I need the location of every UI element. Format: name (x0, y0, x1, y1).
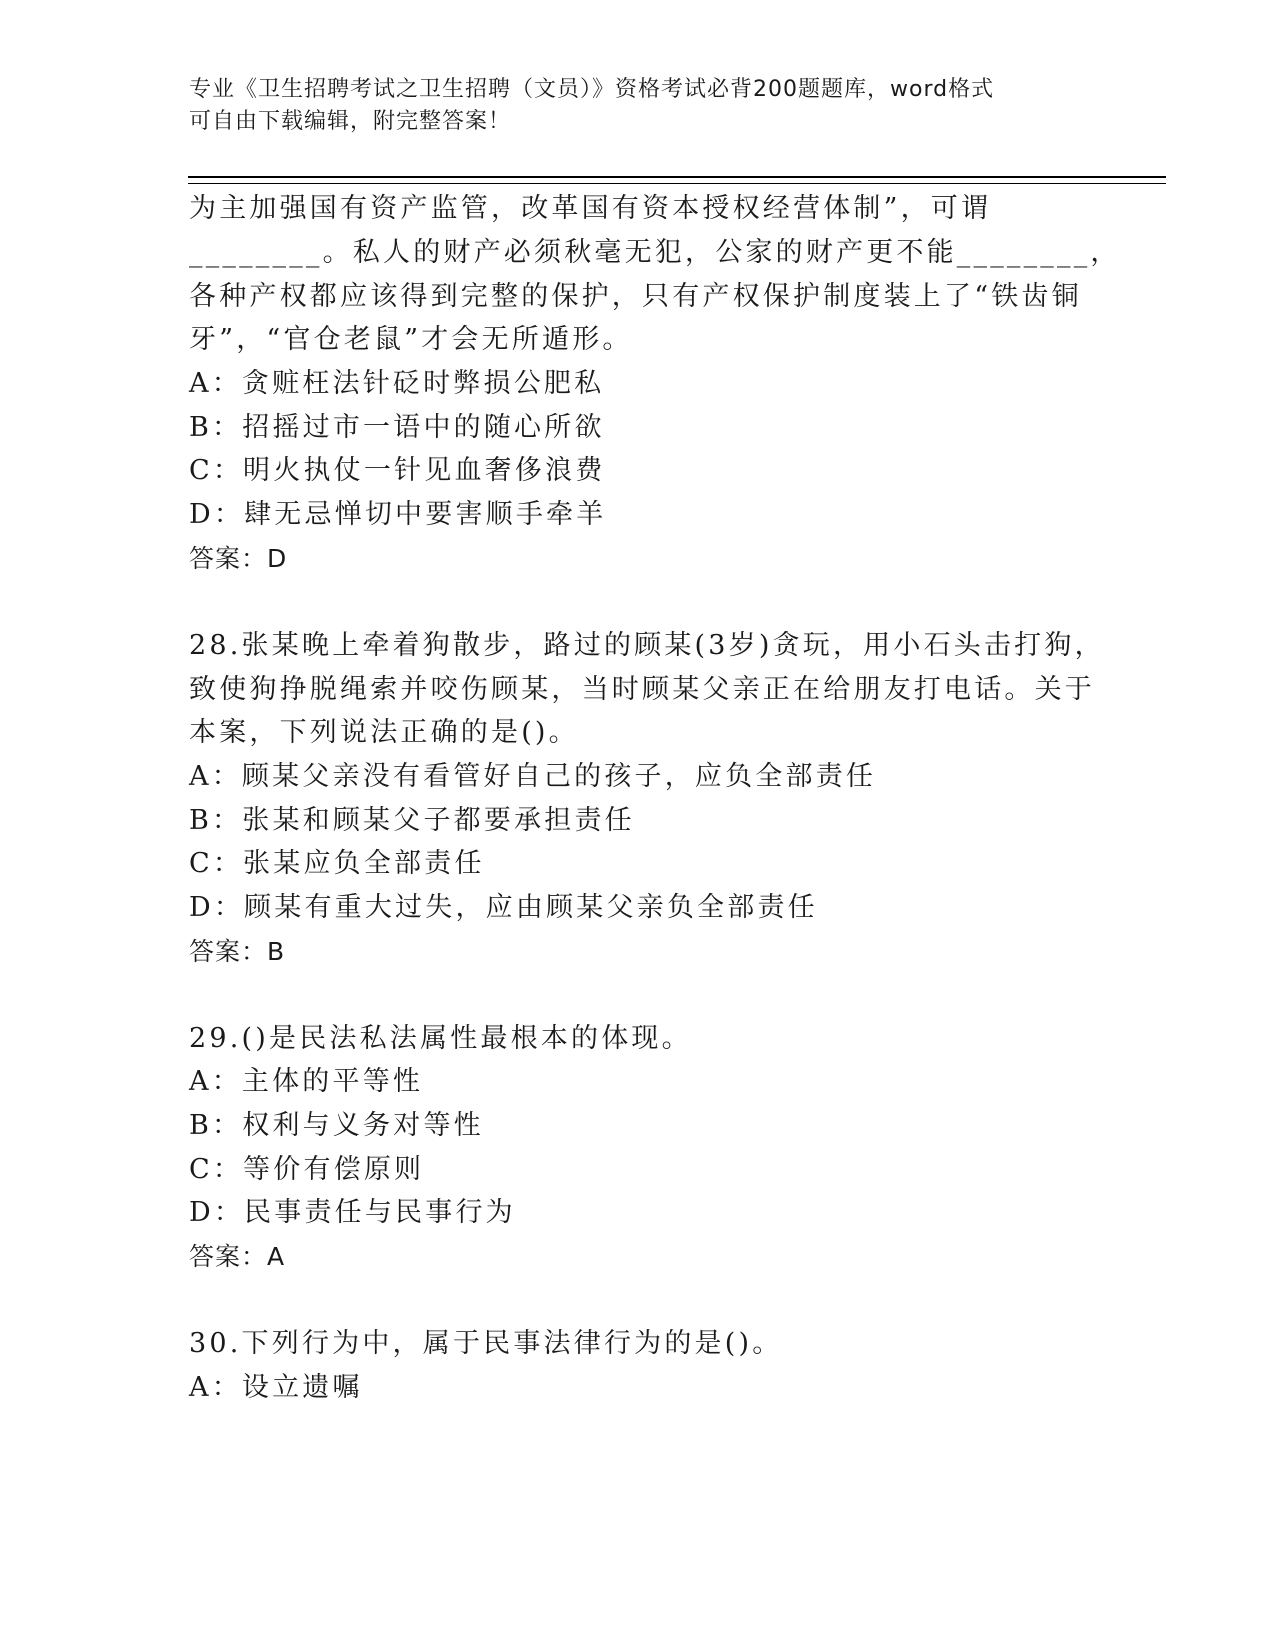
header-title-line-2: 可自由下载编辑，附完整答案！ (189, 109, 512, 134)
header-title-line-1: 专业《卫生招聘考试之卫生招聘（文员）》资格考试必背200题题库，word格式 (189, 77, 995, 102)
q27-option-a: A：贪赃枉法针砭时弊损公肥私 (189, 368, 605, 399)
q29-option-d: D：民事责任与民事行为 (189, 1197, 516, 1228)
q28-stem-line-2: 致使狗挣脱绳索并咬伤顾某，当时顾某父亲正在给朋友打电话。关于 (189, 674, 1095, 705)
q28-answer: 答案：B (189, 937, 286, 966)
q28-stem-line-1: 28.张某晚上牵着狗散步，路过的顾某(3岁)贪玩，用小石头击打狗， (189, 630, 1105, 661)
q30-option-a: A：设立遗嘱 (189, 1372, 363, 1403)
header-divider-thin (188, 183, 1166, 184)
q29-option-a: A：主体的平等性 (189, 1066, 424, 1097)
q28-option-a: A：顾某父亲没有看管好自己的孩子，应负全部责任 (189, 761, 877, 792)
document-header (189, 74, 1089, 138)
q28-option-c: C：张某应负全部责任 (189, 848, 485, 879)
q27-option-b: B：招摇过市一语中的随心所欲 (189, 412, 605, 443)
q27-stem-line-3: 各种产权都应该得到完整的保护，只有产权保护制度装上了“铁齿铜 (189, 281, 1082, 312)
q29-stem-line-1: 29.()是民法私法属性最根本的体现。 (189, 1023, 692, 1054)
q27-answer: 答案：D (189, 544, 288, 573)
q27-option-c: C：明火执仗一针见血奢侈浪费 (189, 455, 606, 486)
q28-option-d: D：顾某有重大过失，应由顾某父亲负全部责任 (189, 892, 818, 923)
q27-option-d: D：肆无忌惮切中要害顺手牵羊 (189, 499, 607, 530)
q30-stem-line-1: 30.下列行为中，属于民事法律行为的是()。 (189, 1328, 783, 1359)
q27-stem-line-1: 为主加强国有资产监管，改革国有资本授权经营体制”，可谓 (189, 193, 992, 224)
q28-stem-line-3: 本案，下列说法正确的是()。 (189, 717, 579, 748)
q29-option-c: C：等价有偿原则 (189, 1154, 425, 1185)
header-divider-thick (188, 176, 1166, 178)
q29-answer: 答案：A (189, 1242, 286, 1271)
q28-option-b: B：张某和顾某父子都要承担责任 (189, 805, 635, 836)
q27-stem-line-4: 牙”，“官仓老鼠”才会无所遁形。 (189, 324, 633, 355)
q27-stem-line-2: ________。私人的财产必须秋毫无犯，公家的财产更不能________， (189, 237, 1121, 268)
q29-option-b: B：权利与义务对等性 (189, 1110, 484, 1141)
